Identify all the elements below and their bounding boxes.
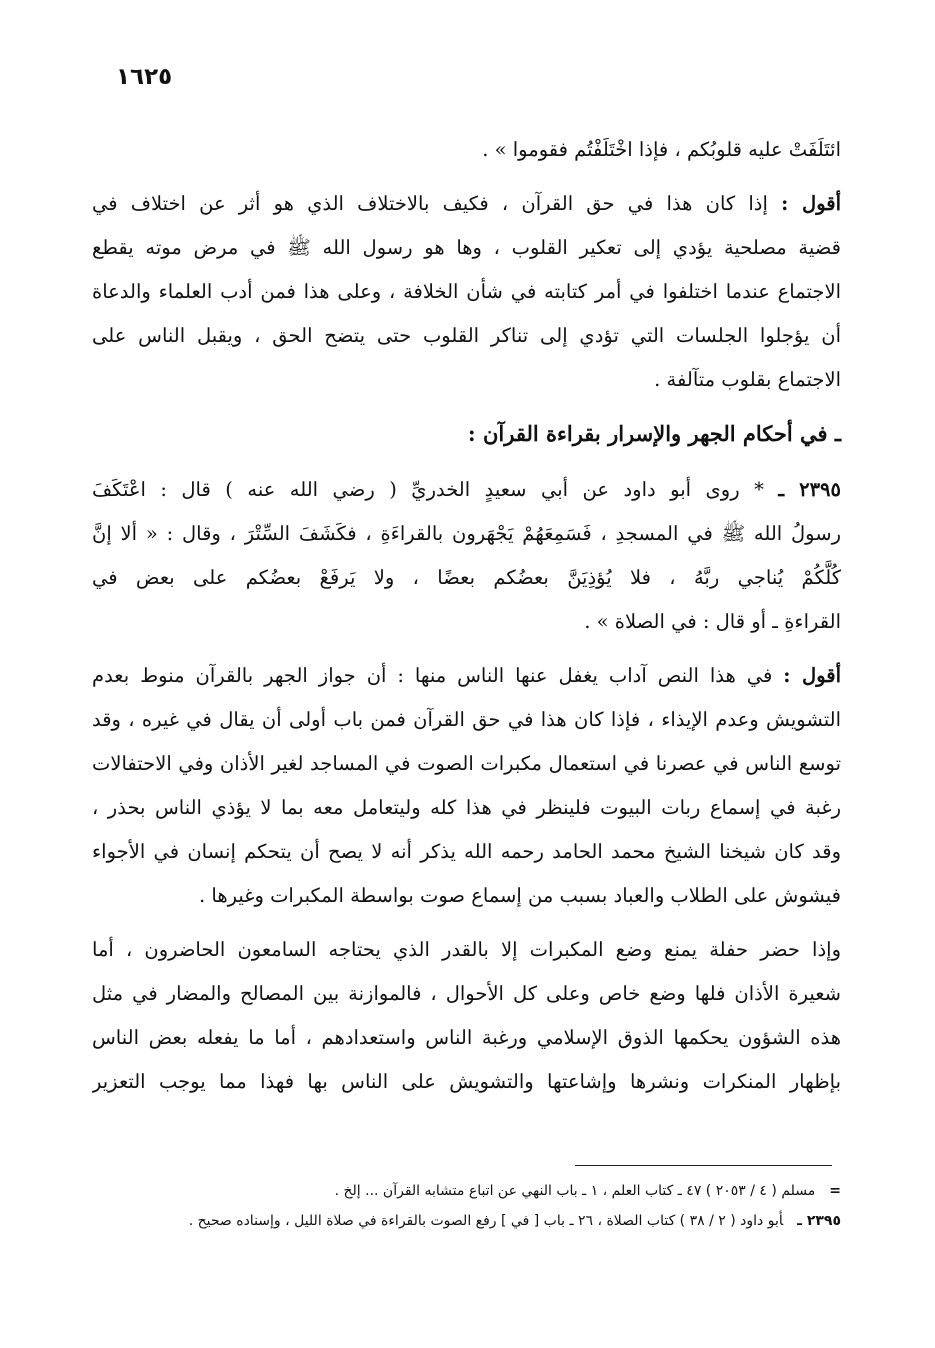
paragraph-lead: أقول : [781,192,841,215]
text-line: وإذا حضر حفلة يمنع وضع المكبرات إلا بالقدر الذي يحتاجه السامعون الحاضرون ، أما [92,938,841,961]
footnote-ref: ٢٣٩٥ ـ [797,1213,841,1229]
text-line: رسولُ الله ﷺ في المسجدِ ، فَسَمِعَهُمْ يَجْهَرون بالقراءَةِ ، فكَشَفَ السِّتْرَ ، وقال : « ألا إنَّ [92,522,841,545]
text-line: أقول : في هذا النص آداب يغفل عنها الناس منها : أن جواز الجهر بالقرآن منوط بعدم [92,664,841,687]
footnote-divider [575,1165,832,1166]
commentary-paragraph-1 [92,182,841,402]
text-line: أن يؤجلوا الجلسات التي تؤدي إلى تناكر القلوب حتى يتضح الحق ، ويقبل الناس على [92,324,841,347]
section-heading: ـ في أحكام الجهر والإسرار بقراءة القرآن : [467,421,841,446]
commentary-paragraph-3 [92,928,841,1104]
text-line: كُلَّكُمْ يُناجي ربَّهُ ، فلا يُؤذِيَنَّ بعضُكم بعضًا ، ولا يَرفَعْ بعضُكم على بعض في [92,566,841,589]
text-line: أقول : إذا كان هذا في حق القرآن ، فكيف بالاختلاف الذي هو أثر عن اختلاف في [92,192,841,215]
text-line: هذه الشؤون يحكمها الذوق الإسلامي ورغبة الناس واستعدادهم ، أما ما يفعله بعض الناس [92,1026,841,1049]
text-line: فيشوش على الطلاب والعباد بسبب من إسماع صوت بواسطة المكبرات وغيرها . [199,884,841,907]
text-line: الاجتماع بقلوب متآلفة . [654,368,841,391]
page-number: ١٦٢٥ [116,64,173,90]
text-line: توسع الناس في عصرنا في استعمال مكبرات الصوت في المساجد لغير الأذان وفي الاحتفالات [92,752,841,775]
continuation-paragraph [92,128,841,172]
text-line: قضية مصلحية يؤدي إلى تعكير القلوب ، وها هو رسول الله ﷺ في مرض موته يقطع [92,236,841,259]
footnote-ref: = [829,1183,841,1199]
footnotes [130,1176,841,1236]
text-line: شعيرة الأذان فلها وضع خاص وعلى كل الأحوال ، فالموازنة بين المصالح والمضار في مثل [92,982,841,1005]
text-line: رغبة في إسماع ربات البيوت فلينظر في هذا كله وليتعامل معه بما لا يؤذي الناس بحذر ، [92,796,841,819]
paragraph-lead: أقول : [783,664,841,687]
page-body [92,128,841,1114]
footnote-text: أبو داود ( ٢ / ٣٨ ) كتاب الصلاة ، ٢٦ ـ باب [ في ] رفع الصوت بالقراءة في صلاة الليل ، وإسناده صحيح . [188,1213,784,1229]
hadith-paragraph [92,468,841,644]
text-line: ٢٣٩٥ ـ * روى أبو داود عن أبي سعيدٍ الخدريِّ ( رضي الله عنه ) قال : اعْتَكَفَ [92,478,841,501]
text-line: وقد كان شيخنا الشيخ محمد الحامد رحمه الله يذكر أنه لا يصح أن يتحكم إنسان في الأجواء [92,840,841,863]
footnote [130,1176,841,1206]
commentary-paragraph-2 [92,654,841,918]
text-line: ائتَلَفَتْ عليه قلوبُكم ، فإذا اخْتَلَفْتُم فقوموا » . [482,138,841,161]
footnote-text: مسلم ( ٤ / ٢٠٥٣ ) ٤٧ ـ كتاب العلم ، ١ ـ باب النهي عن اتباع متشابه القرآن ... إلخ . [334,1183,816,1199]
footnote [130,1206,841,1236]
text-line: الاجتماع عندما اختلفوا في أمر كتابته في شأن الخلافة ، وعلى هذا فمن أدب العلماء والدعاة [92,280,841,303]
text-line: التشويش وعدم الإيذاء ، فإذا كان هذا في حق القرآن فمن باب أولى أن يقال في غيره ، وقد [92,708,841,731]
hadith-number: ٢٣٩٥ ـ [778,478,841,501]
text-line: بإظهار المنكرات ونشرها وإشاعتها والتشويش على الناس بها فهذا مما يوجب التعزير [92,1070,841,1093]
text-line: القراءةِ ـ أو قال : في الصلاة » . [584,610,841,633]
